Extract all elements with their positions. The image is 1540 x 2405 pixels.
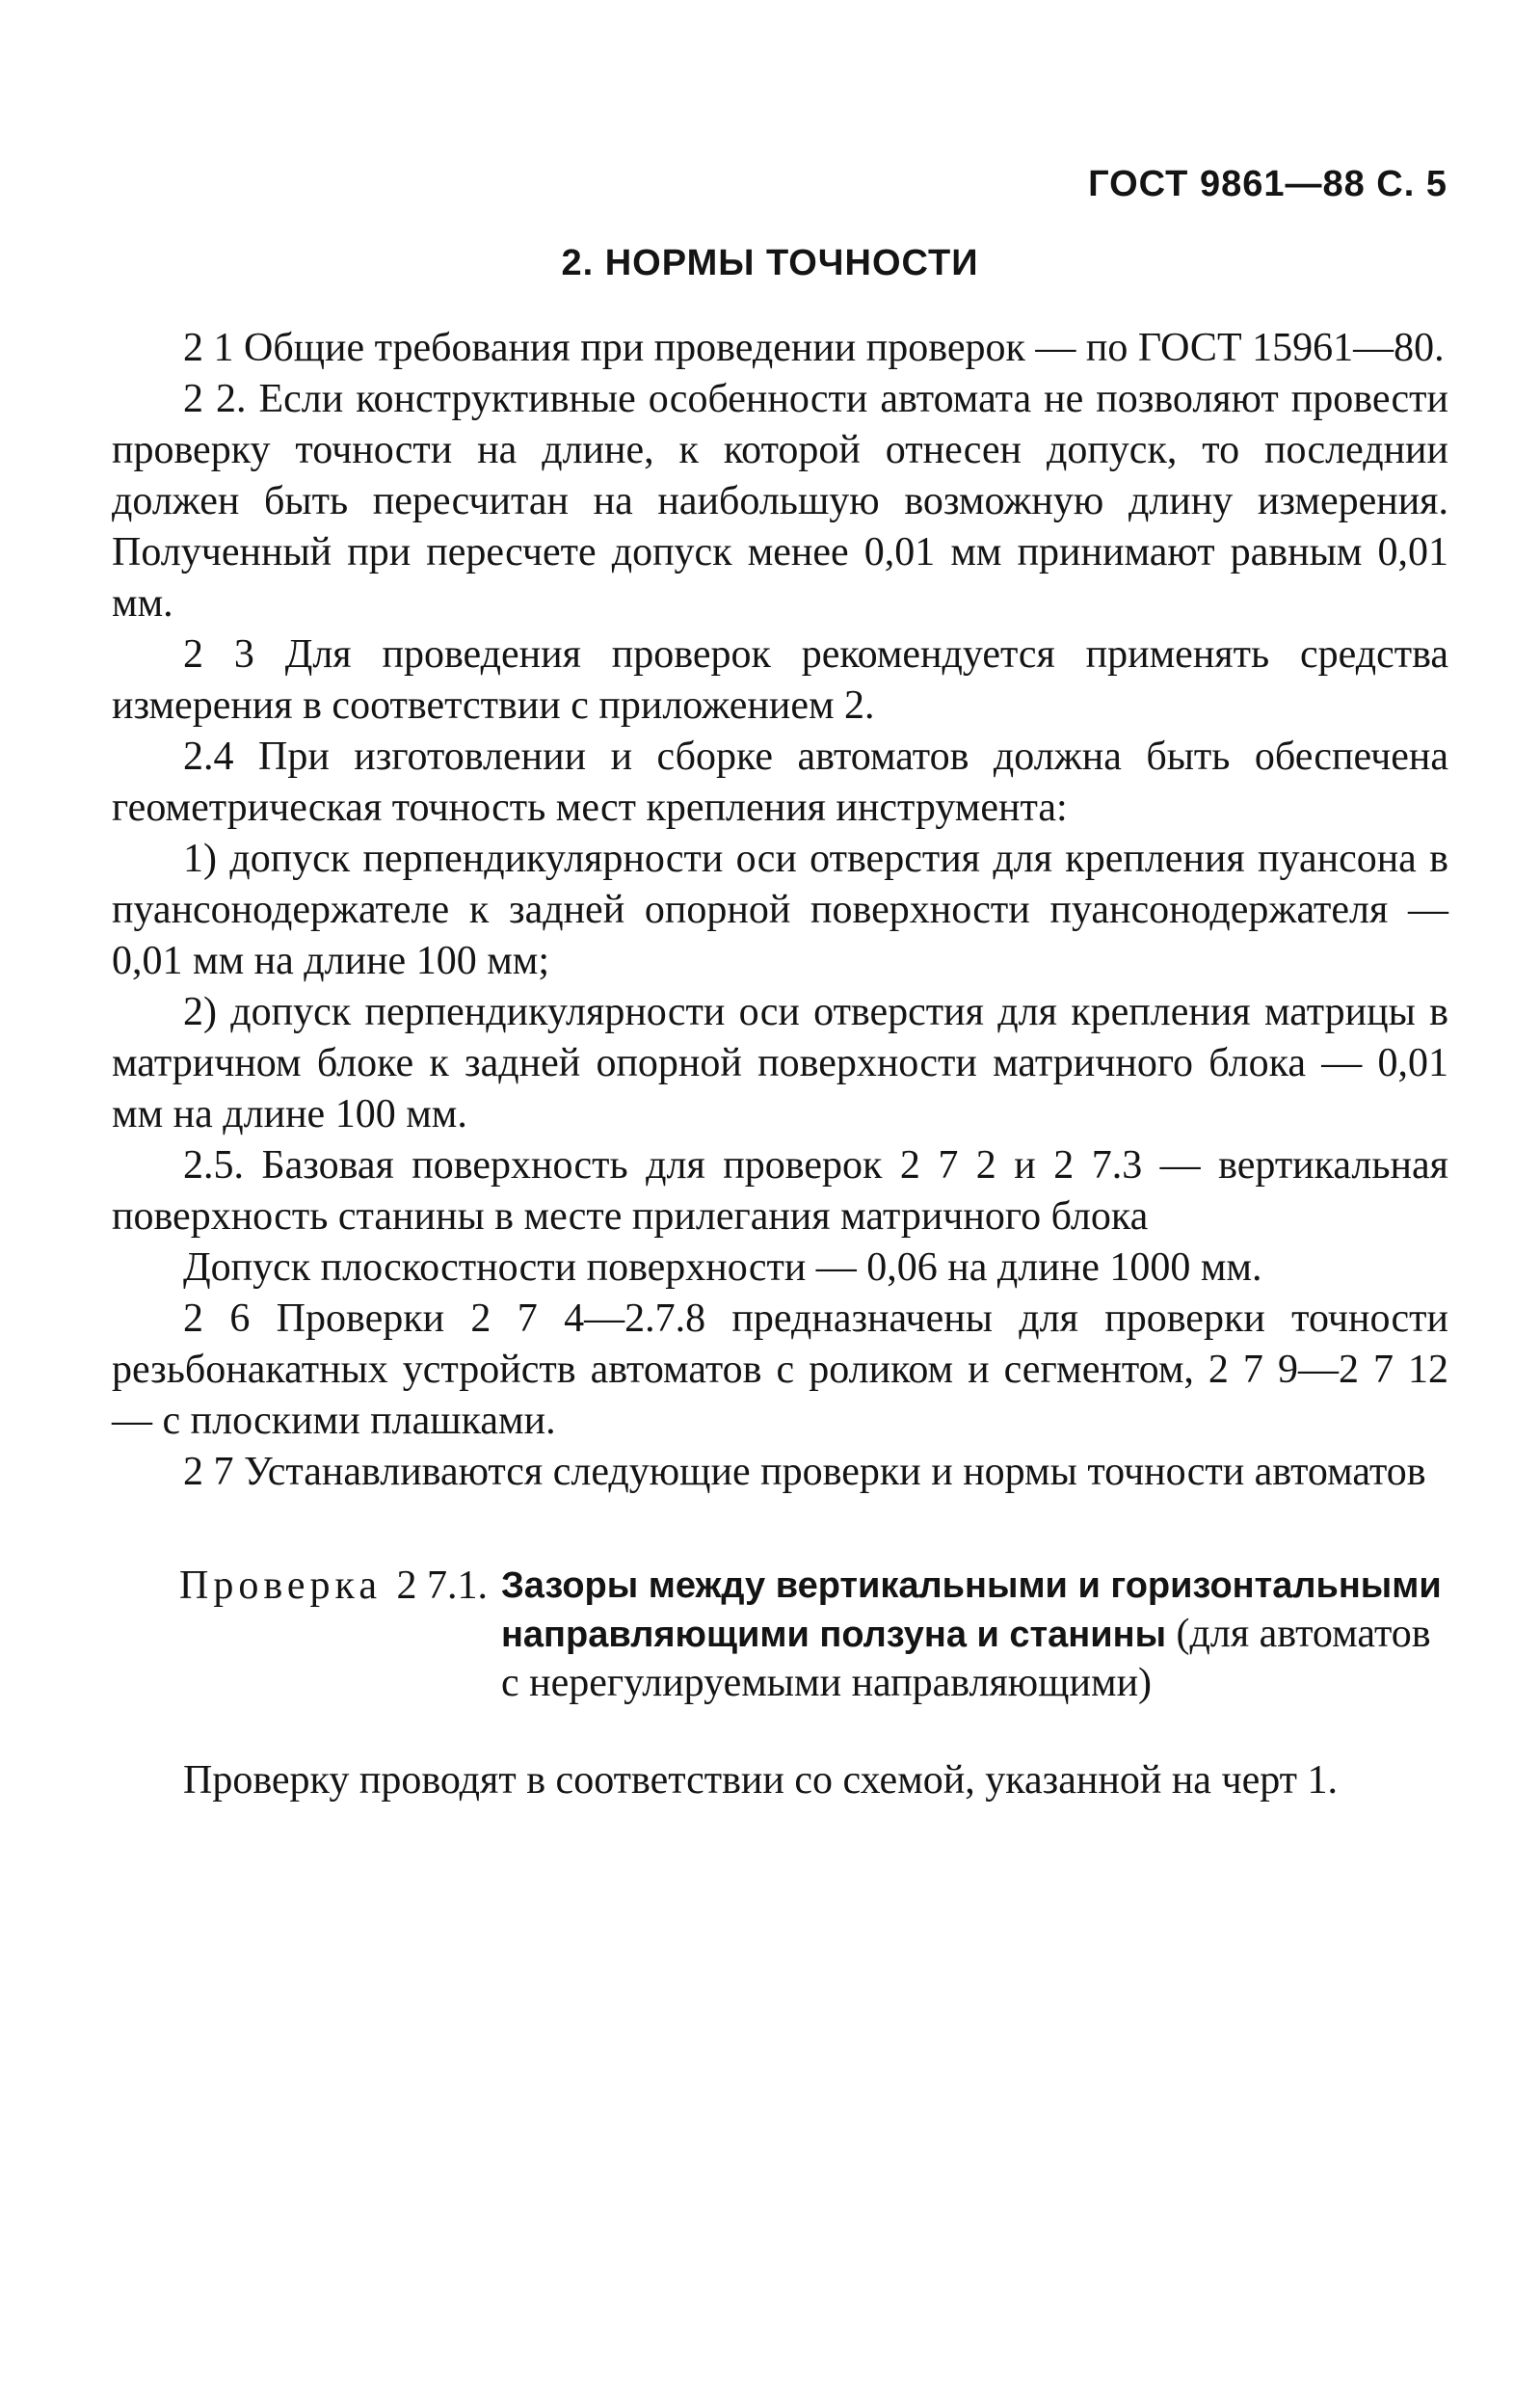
check-heading — [112, 1561, 1448, 1707]
paragraph-2-7: 2 7 Устанавливаются следующие проверки и нормы точности автоматов — [183, 1450, 1426, 1494]
paragraph-2-2: 2 2. Если конструктивные особенности автомата не позволяют провести проверку точности на длине, к которой отнесен допуск, то последнии должен быть пересчитан на наибольшую возможную длину измерения. Полученный при пересчете допуск менее 0,01 мм принимают равным 0,01 мм. — [112, 377, 1448, 626]
check-title-bold: Зазоры между вертикальными и горизонтальными направляющими ползуна и станины — [500, 1565, 1442, 1655]
section-title: 2. НОРМЫ ТОЧНОСТИ — [561, 243, 979, 283]
paragraph-2-5: 2.5. Базовая поверхность для проверок 2 7 2 и 2 7.3 — вертикальная поверхность станины в месте прилегания матричного блока — [112, 1143, 1448, 1239]
check-title — [488, 1561, 1448, 1707]
check-title-note: (для автоматов с нерегулируемыми направляющими) — [500, 1612, 1431, 1705]
check-label — [112, 1561, 488, 1707]
paragraph-2-6: 2 6 Проверки 2 7 4—2.7.8 предназначены для проверки точности резьбонакатных устройств автоматов с роликом и сегментом, 2 7 9—2 7 12 — с плоскими плашками. — [112, 1296, 1448, 1443]
paragraph-2-3: 2 3 Для проведения проверок рекомендуется применять средства измерения в соответствии с приложением 2. — [112, 632, 1448, 728]
paragraph-2-4: 2.4 При изготовлении и сборке автоматов должна быть обеспечена геометрическая точность мест крепления инструмента: — [112, 735, 1448, 830]
list-item-1: 1) допуск перпендикулярности оси отверстия для крепления пуансона в пуансонодержателе к задней опорной поверхности пуансонодержателя — 0,01 мм на длине 100 мм; — [112, 837, 1448, 983]
check-procedure: Проверку проводят в соответствии со схемой, указанной на черт 1. — [183, 1758, 1339, 1803]
paragraph-2-1: 2 1 Общие требования при проведении проверок — по ГОСТ 15961—80. — [183, 326, 1445, 370]
check-word: Проверка — [179, 1563, 382, 1608]
body-text — [112, 323, 1448, 1806]
list-item-2: 2) допуск перпендикулярности оси отверстия для крепления матрицы в матричном блоке к задней опорной поверхности матричного блока — 0,01 мм на длине 100 мм. — [112, 990, 1448, 1136]
flatness-tolerance: Допуск плоскостности поверхности — 0,06 на длине 1000 мм. — [183, 1245, 1262, 1290]
check-number: 2 7.1. — [396, 1563, 488, 1608]
running-head: ГОСТ 9861—88 С. 5 — [1088, 164, 1447, 204]
